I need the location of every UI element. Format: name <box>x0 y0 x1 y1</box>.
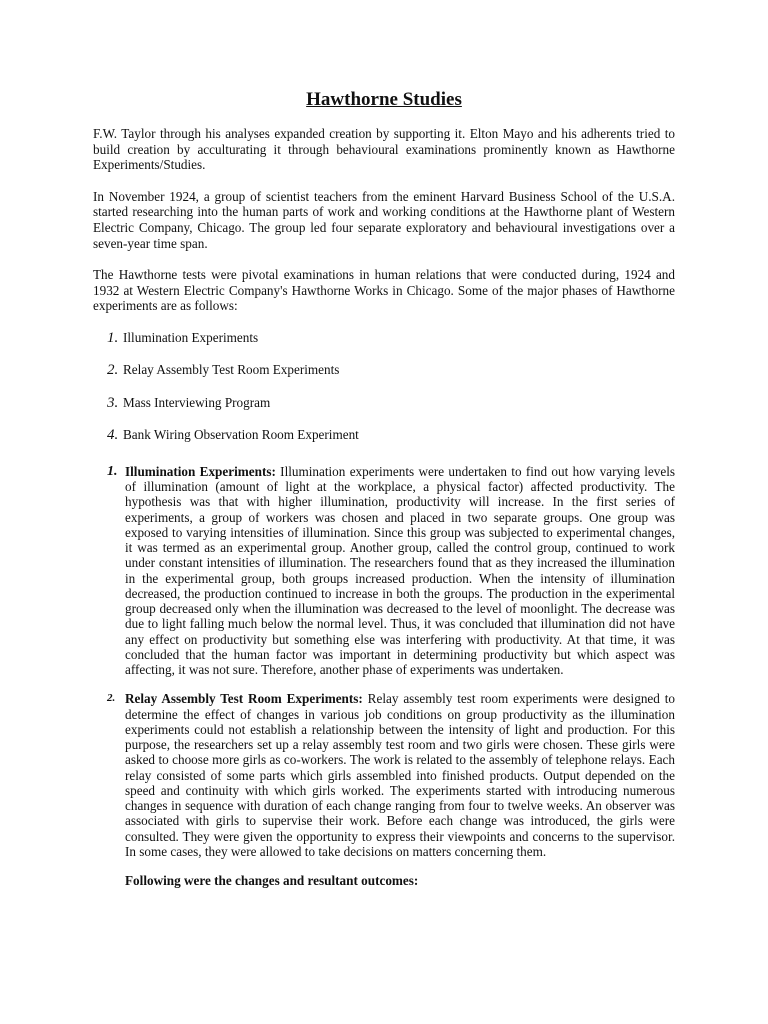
list-item-number: 3. <box>107 394 119 411</box>
document-page <box>93 88 675 889</box>
page-title: Hawthorne Studies <box>306 89 462 110</box>
section-number: 1. <box>107 463 118 479</box>
changes-outcomes-heading: Following were the changes and resultant outcomes: <box>125 873 419 889</box>
section-relay-assembly <box>93 691 675 859</box>
list-item-label: Relay Assembly Test Room Experiments <box>123 362 340 378</box>
list-item-number: 2. <box>107 362 119 379</box>
paragraph-phases-intro: The Hawthorne tests were pivotal examinations in human relations that were conducted during, 1924 and 1932 at Western Electric Company's Hawthorne Works in Chicago. Some of the major phases of Hawthorne experiments are as follows: <box>93 267 675 314</box>
list-item <box>107 330 675 346</box>
paragraph-history: In November 1924, a group of scientist teachers from the eminent Harvard Business School of the U.S.A. started researching into the human parts of work and working conditions at the Hawthorne plant of Western Electric Company, Chicago. The group led four separate exploratory and behavioural investigations over a seven-year time span. <box>93 188 675 251</box>
section-heading: Relay Assembly Test Room Experiments: <box>125 691 363 707</box>
list-item-label: Bank Wiring Observation Room Experiment <box>123 427 359 443</box>
section-body <box>125 464 675 678</box>
list-item-label: Mass Interviewing Program <box>123 394 271 410</box>
list-item-number: 4. <box>107 427 119 444</box>
section-illumination <box>93 464 675 678</box>
section-text: Illumination experiments were undertaken to find out how varying levels of illumination (amount of light at the workplace, a physical factor) affected productivity. The hypothesis was that with higher illumination, productivity will increase. In the first series of experiments, a group of workers was chosen and placed in two separate groups. One group was exposed to varying intensities of illumination. Since this group was subjected to experimental changes, it was termed as an experimental group. Another group, called the control group, continued to work under constant intensities of illumination. The researchers found that as they increased the illumination in the experimental group, both groups increased production. When the intensity of illumination decreased, the production continued to increase in both the groups. The production in the experimental group decreased only when the illumination was decreased to the level of moonlight. The decrease was due to light falling much below the normal level. Thus, it was concluded that illumination did not have any effect on productivity but something else was interfering with productivity. At that time, it was concluded that the human factor was important in determining productivity but which aspect was affecting, it was not sure. Therefore, another phase of experiments was undertaken. <box>125 463 675 678</box>
list-item <box>107 395 675 411</box>
paragraph-intro: F.W. Taylor through his analyses expanded creation by supporting it. Elton Mayo and his adherents tried to build creation by acculturating it through behavioural examinations prominently known as Hawthorne Experiments/Studies. <box>93 126 675 173</box>
section-number: 2. <box>107 692 116 705</box>
section-heading: Illumination Experiments: <box>125 463 276 479</box>
list-item-label: Illumination Experiments <box>123 329 259 345</box>
section-body <box>125 691 675 859</box>
list-item <box>107 427 675 443</box>
phases-list <box>93 330 675 444</box>
list-item-number: 1. <box>107 329 119 346</box>
section-text: Relay assembly test room experiments were designed to determine the effect of changes in various job conditions on group productivity as the illumination experiments could not establish a relationship between the intensity of light and production. For this purpose, the researchers set up a relay assembly test room and two girls were chosen. These girls were asked to choose more girls as co-workers. The work is related to the assembly of telephone relays. Each relay consisted of some parts which girls assembled into finished products. Output depended on the speed and continuity with which girls worked. The experiments started with introducing numerous changes in sequence with duration of each change ranging from four to twelve weeks. An observer was associated with girls to supervise their work. Before each change was introduced, the girls were consulted. They were given the opportunity to express their viewpoints and concerns to the supervisor. In some cases, they were allowed to take decisions on matters concerning them. <box>125 691 675 859</box>
list-item <box>107 362 675 378</box>
